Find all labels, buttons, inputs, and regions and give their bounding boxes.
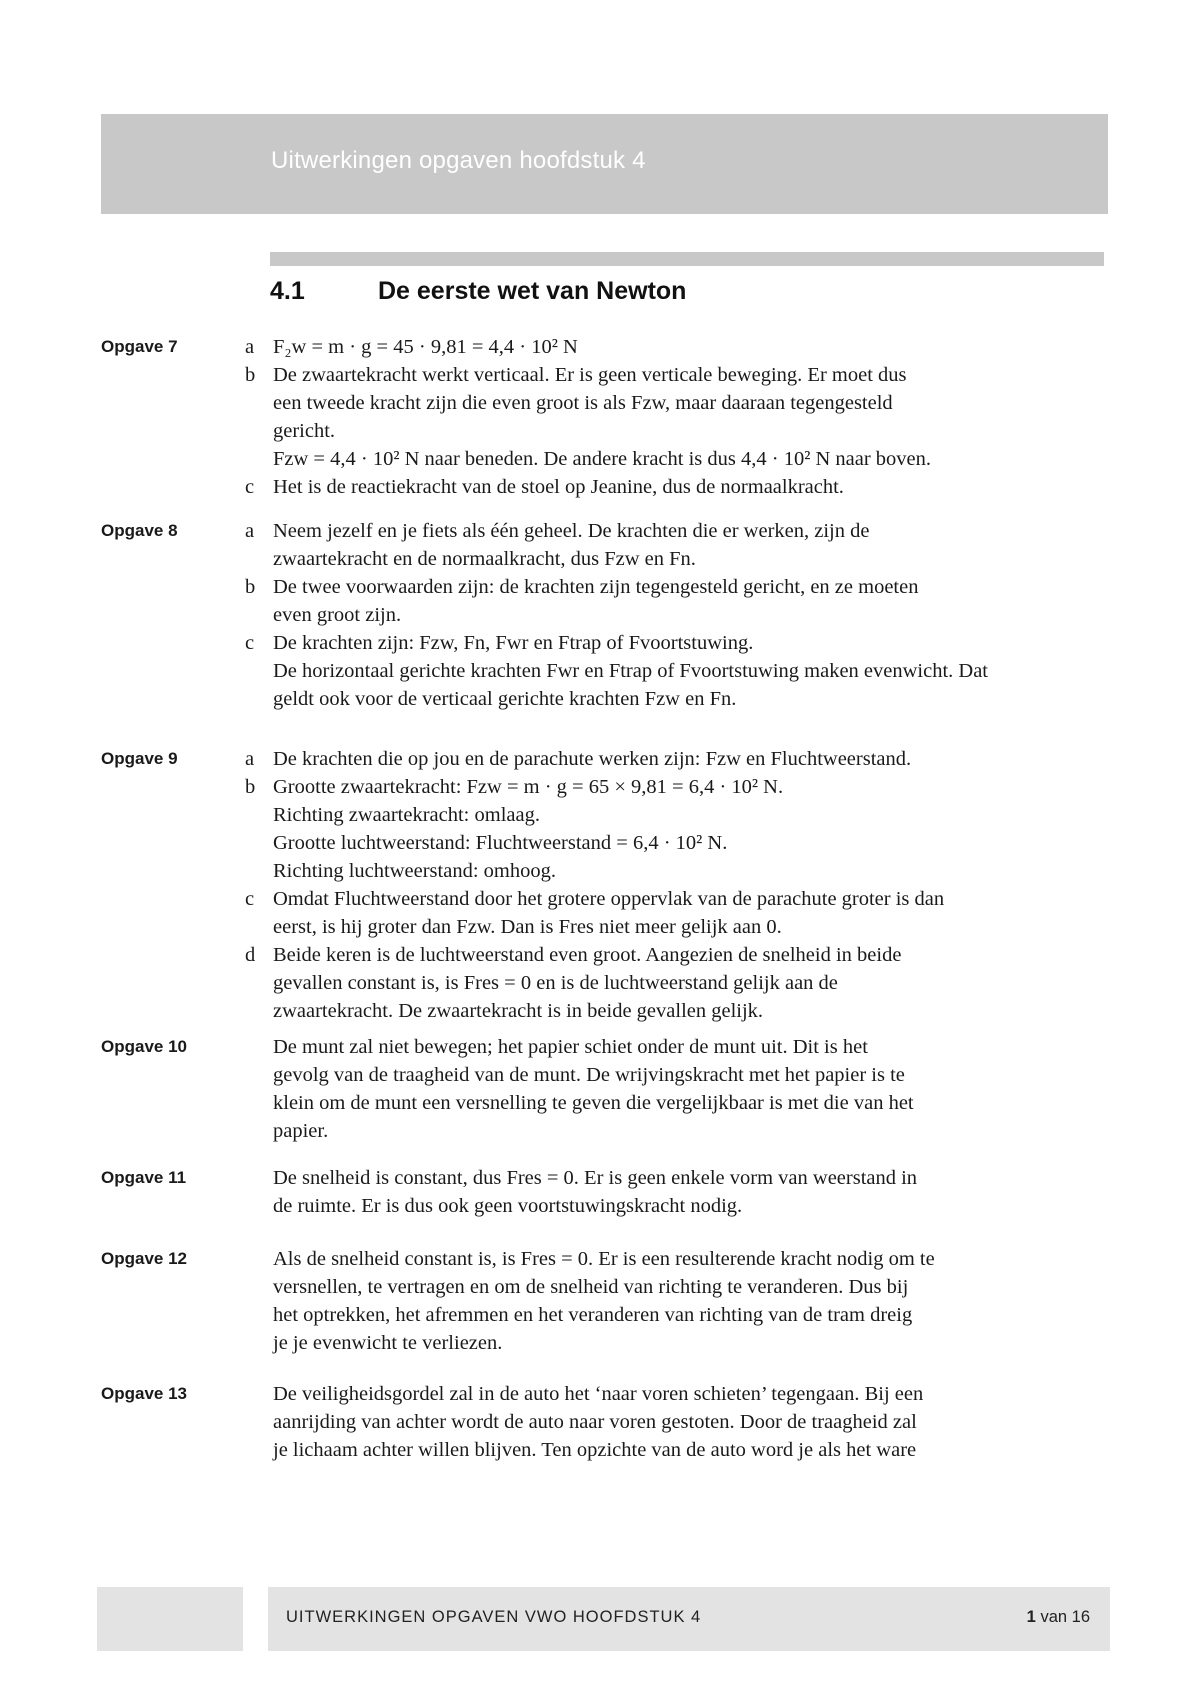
answer-line: F₂w = m · g = 45 · 9,81 = 4,4 · 10² N — [273, 336, 578, 358]
exercise-11 — [101, 1164, 1108, 1220]
exercise-label: Opgave 9 — [101, 749, 178, 768]
header-band — [101, 114, 1108, 214]
answer-line: De krachten zijn: Fzw, Fn, Fwr en Ftrap of Fvoortstuwing. — [273, 632, 754, 654]
answer-part — [101, 473, 1108, 501]
exercise-label: Opgave 12 — [101, 1249, 187, 1268]
exercise-9 — [101, 745, 1108, 1025]
exercise-12 — [101, 1245, 1108, 1357]
answer-line: papier. — [273, 1120, 329, 1142]
answer-line: Richting luchtweerstand: omhoog. — [273, 860, 556, 882]
answer-line: Het is de reactiekracht van de stoel op Jeanine, dus de normaalkracht. — [273, 476, 844, 498]
answer-line: Richting zwaartekracht: omlaag. — [273, 804, 540, 826]
exercise-label: Opgave 10 — [101, 1037, 187, 1056]
answer-line: De munt zal niet bewegen; het papier schiet onder de munt uit. Dit is het — [273, 1036, 868, 1058]
page-total: van 16 — [1040, 1608, 1090, 1626]
answer-line: zwaartekracht. De zwaartekracht is in beide gevallen gelijk. — [273, 1000, 764, 1022]
answer-line: gevallen constant is, is Fres = 0 en is de luchtweerstand gelijk aan de — [273, 972, 838, 994]
footer-text: UITWERKINGEN OPGAVEN VWO HOOFDSTUK 4 — [286, 1608, 702, 1626]
exercise-13 — [101, 1380, 1108, 1464]
answer-part — [101, 333, 1108, 361]
exercise-label: Opgave 13 — [101, 1384, 187, 1403]
answer-part — [101, 629, 1108, 713]
exercise-10 — [101, 1033, 1108, 1145]
part-letter: b — [245, 776, 256, 798]
part-letter: c — [245, 888, 255, 910]
answer-part — [101, 361, 1108, 473]
answer-part — [101, 745, 1108, 773]
answer-part — [101, 885, 1108, 941]
answer-line: het optrekken, het afremmen en het veranderen van richting van de tram dreig — [273, 1304, 913, 1326]
page-indicator — [1027, 1608, 1090, 1627]
answer-part — [101, 941, 1108, 1025]
answer-line: zwaartekracht en de normaalkracht, dus Fzw en Fn. — [273, 548, 696, 570]
answer-line: De veiligheidsgordel zal in de auto het ‘naar voren schieten’ tegengaan. Bij een — [273, 1383, 924, 1405]
answer-line: De snelheid is constant, dus Fres = 0. Er is geen enkele vorm van weerstand in — [273, 1167, 918, 1189]
part-letter: c — [245, 632, 255, 654]
part-letter: d — [245, 944, 256, 966]
answer-part — [101, 1033, 1108, 1145]
part-letter: a — [245, 520, 255, 542]
exercise-8 — [101, 517, 1108, 713]
answer-line: versnellen, te vertragen en om de snelheid van richting te veranderen. Dus bij — [273, 1276, 909, 1298]
answer-part — [101, 773, 1108, 885]
answer-line: Beide keren is de luchtweerstand even groot. Aangezien de snelheid in beide — [273, 944, 902, 966]
answer-part — [101, 1245, 1108, 1357]
exercise-label: Opgave 11 — [101, 1168, 187, 1187]
footer — [268, 1587, 1110, 1651]
answer-part — [101, 1164, 1108, 1220]
answer-line: De horizontaal gerichte krachten Fwr en Ftrap of Fvoortstuwing maken evenwicht. Dat — [273, 660, 989, 682]
answer-line: een tweede kracht zijn die even groot is als Fzw, maar daaraan tegengesteld — [273, 392, 893, 414]
part-letter: c — [245, 476, 255, 498]
answer-line: klein om de munt een versnelling te geven die vergelijkbaar is met die van het — [273, 1092, 914, 1114]
exercise-label: Opgave 7 — [101, 337, 178, 356]
answer-line: Grootte luchtweerstand: Fluchtweerstand = 6,4 · 10² N. — [273, 832, 728, 854]
answer-part — [101, 517, 1108, 573]
exercise-label: Opgave 8 — [101, 521, 178, 540]
answer-line: geldt ook voor de verticaal gerichte krachten Fzw en Fn. — [273, 688, 737, 710]
answer-line: De krachten die op jou en de parachute werken zijn: Fzw en Fluchtweerstand. — [273, 748, 912, 770]
answer-line: De zwaartekracht werkt verticaal. Er is geen verticale beweging. Er moet dus — [273, 364, 907, 386]
answer-line: Neem jezelf en je fiets als één geheel. De krachten die er werken, zijn de — [273, 520, 870, 542]
part-letter: b — [245, 576, 256, 598]
page-current: 1 — [1026, 1608, 1036, 1626]
section-heading — [270, 277, 686, 306]
part-letter: b — [245, 364, 256, 386]
answer-part — [101, 573, 1108, 629]
answer-line: Omdat Fluchtweerstand door het grotere oppervlak van de parachute groter is dan — [273, 888, 945, 910]
footer-left-block — [97, 1587, 243, 1651]
answer-line: even groot zijn. — [273, 604, 402, 626]
document-title: Uitwerkingen opgaven hoofdstuk 4 — [271, 147, 646, 174]
answer-line: Grootte zwaartekracht: Fzw = m · g = 65 × 9,81 = 6,4 · 10² N. — [273, 776, 784, 798]
exercise-7 — [101, 333, 1108, 501]
answer-part — [101, 1380, 1108, 1464]
section-number: 4.1 — [270, 277, 305, 305]
answer-line: de ruimte. Er is dus ook geen voortstuwingskracht nodig. — [273, 1195, 743, 1217]
part-letter: a — [245, 748, 255, 770]
answer-line: gevolg van de traagheid van de munt. De wrijvingskracht met het papier is te — [273, 1064, 905, 1086]
answer-line: De twee voorwaarden zijn: de krachten zijn tegengesteld gericht, en ze moeten — [273, 576, 919, 598]
section-title: De eerste wet van Newton — [378, 277, 687, 305]
answer-line: Als de snelheid constant is, is Fres = 0. Er is een resulterende kracht nodig om te — [273, 1248, 935, 1270]
answer-line: Fzw = 4,4 · 10² N naar beneden. De andere kracht is dus 4,4 · 10² N naar boven. — [273, 448, 932, 470]
part-letter: a — [245, 336, 255, 358]
answer-line: aanrijding van achter wordt de auto naar voren gestoten. Door de traagheid zal — [273, 1411, 917, 1433]
answer-line: gericht. — [273, 420, 336, 442]
answer-line: je je evenwicht te verliezen. — [273, 1332, 503, 1354]
answer-line: je lichaam achter willen blijven. Ten opzichte van de auto word je als het ware — [273, 1439, 917, 1461]
answer-line: eerst, is hij groter dan Fzw. Dan is Fres niet meer gelijk aan 0. — [273, 916, 782, 938]
section-rule — [270, 252, 1104, 266]
